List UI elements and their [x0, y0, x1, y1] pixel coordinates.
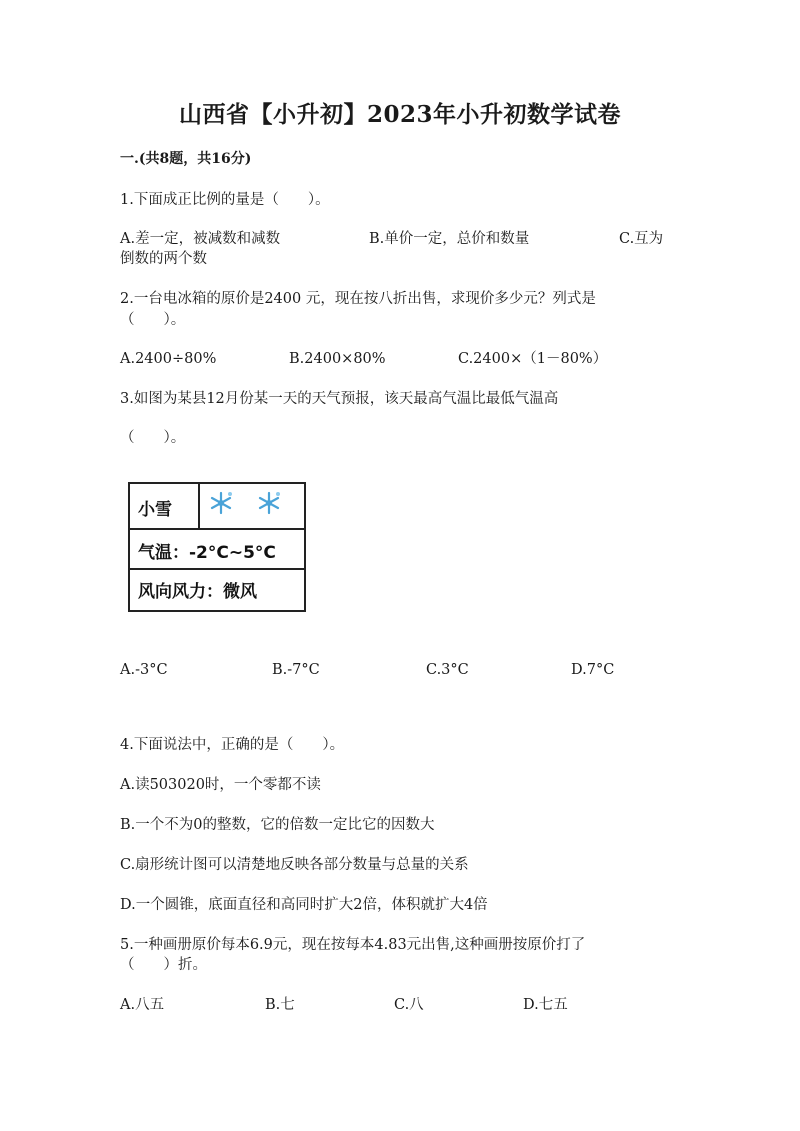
q2-option-b: B.2400×80%	[289, 351, 386, 367]
q3-option-d: D.7°C	[571, 662, 615, 678]
q5-stem-cont: （ ）折。	[120, 957, 207, 973]
q2-option-a: A.2400÷80%	[120, 351, 217, 367]
q5-stem: 5.一种画册原价每本6.9元，现在按每本4.83元出售,这种画册按原价打了	[120, 937, 586, 953]
forecast-wind-row	[130, 570, 304, 610]
forecast-wind-label: 风向风力：微风	[138, 582, 257, 602]
forecast-divider	[198, 484, 200, 528]
snowflake-icon	[256, 490, 282, 516]
q3-option-b: B.-7°C	[272, 662, 320, 678]
q3-stem-cont: （ ）。	[120, 430, 186, 446]
q1-option-c-cont: 倒数的两个数	[120, 251, 207, 267]
q1-option-a: A.差一定，被减数和减数	[120, 231, 281, 247]
q3-stem: 3.如图为某县12月份某一天的天气预报，该天最高气温比最低气温高	[120, 391, 559, 407]
q3-option-a: A.-3°C	[120, 662, 168, 678]
snowflake-icon	[208, 490, 234, 516]
q2-option-c: C.2400×（1－80%）	[458, 351, 608, 367]
weather-forecast-card	[128, 482, 306, 612]
q5-option-d: D.七五	[523, 997, 568, 1013]
q4-stem: 4.下面说法中，正确的是（ ）。	[120, 737, 345, 753]
q5-option-a: A.八五	[120, 997, 165, 1013]
q4-option-a: A.读503020时，一个零都不读	[120, 777, 321, 793]
q4-option-b: B.一个不为0的整数，它的倍数一定比它的因数大	[120, 817, 435, 833]
q5-option-c: C.八	[394, 997, 424, 1013]
page-title: 山西省【小升初】2023年小升初数学试卷	[178, 101, 621, 128]
q1-option-c: C.互为	[619, 231, 664, 247]
forecast-temp-row	[130, 530, 304, 570]
q1-stem: 1.下面成正比例的量是（ ）。	[120, 192, 330, 208]
forecast-weather-row	[130, 484, 304, 530]
q4-option-c: C.扇形统计图可以清楚地反映各部分数量与总量的关系	[120, 857, 469, 873]
section-heading: 一.(共8题，共16分)	[120, 151, 252, 167]
q3-option-c: C.3°C	[426, 662, 469, 678]
q2-stem: 2.一台电冰箱的原价是2400 元，现在按八折出售，求现价多少元？列式是	[120, 291, 596, 307]
forecast-weather-label: 小雪	[138, 500, 172, 520]
q1-option-b: B.单价一定，总价和数量	[369, 231, 530, 247]
q4-option-d: D.一个圆锥，底面直径和高同时扩大2倍，体积就扩大4倍	[120, 897, 488, 913]
forecast-temp-label: 气温：-2°C~5°C	[138, 543, 276, 563]
q5-option-b: B.七	[265, 997, 295, 1013]
q2-stem-cont: （ ）。	[120, 312, 186, 328]
